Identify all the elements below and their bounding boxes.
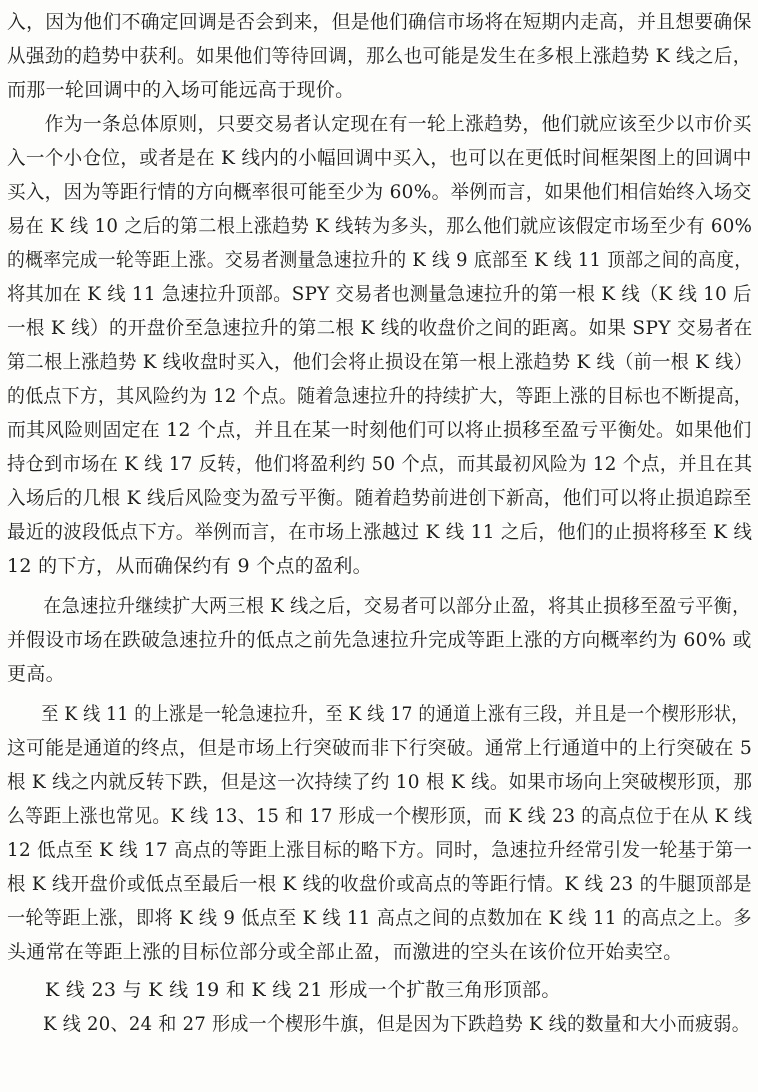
text-line: 头通常在等距上涨的目标位部分或全部止盈，而激进的空头在该价位开始卖空。 (7, 941, 683, 963)
text-line: 将其加在 K 线 11 急速拉升顶部。SPY 交易者也测量急速拉升的第一根 K 线（K 线 10 后 (7, 283, 752, 305)
body-text (7, 5, 752, 1041)
text-line: 从强劲的趋势中获利。如果他们等待回调，那么也可能是发生在多根上涨趋势 K 线之后， (7, 45, 752, 67)
text-line: 更高。 (7, 663, 65, 685)
paragraph (7, 697, 752, 969)
text-line: 这可能是通道的终点，但是市场上行突破而非下行突破。通常上行通道中的上行突破在 5 (7, 737, 753, 759)
text-line: 入场后的几根 K 线后风险变为盈亏平衡。随着趋势前进创下新高，他们可以将止损追踪至 (7, 487, 752, 509)
paragraph (7, 1007, 752, 1041)
text-line: 一根 K 线）的开盘价至急速拉升的第二根 K 线的收盘价之间的距离。如果 SPY 交易者在 (7, 317, 753, 339)
text-line: 第二根上涨趋势 K 线收盘时买入，他们会将止损设在第一根上涨趋势 K 线（前一根 K 线） (7, 351, 753, 373)
text-line: 买入，因为等距行情的方向概率很可能至少为 60%。举例而言，如果他们相信始终入场交 (7, 181, 752, 203)
paragraph (7, 5, 752, 107)
text-line: 根 K 线开盘价或低点至最后一根 K 线的收盘价或高点的等距行情。K 线 23 的牛腿顶部是 (7, 873, 752, 895)
text-line: 一轮等距上涨，即将 K 线 9 低点至 K 线 11 高点之间的点数加在 K 线 11 的高点之上。多 (7, 907, 752, 929)
text-line: 么等距上涨也常见。K 线 13、15 和 17 形成一个楔形顶，而 K 线 23 的高点位于在从 K 线 (7, 805, 753, 827)
text-line: 最近的波段低点下方。举例而言，在市场上涨越过 K 线 11 之后，他们的止损将移至 K 线 (7, 521, 753, 543)
text-line: K 线 23 与 K 线 19 和 K 线 21 形成一个扩散三角形顶部。 (45, 979, 561, 1001)
text-line: K 线 20、24 和 27 形成一个楔形牛旗，但是因为下跌趋势 K 线的数量和大小而疲弱。 (43, 1013, 750, 1035)
text-line: 持仓到市场在 K 线 17 反转，他们将盈利约 50 个点，而其最初风险为 12 个点，并且在其 (7, 453, 753, 475)
text-line: 而那一轮回调中的入场可能远高于现价。 (7, 79, 355, 101)
text-line: 根 K 线之内就反转下跌，但是这一次持续了约 10 根 K 线。如果市场向上突破楔形顶，那 (7, 771, 753, 793)
text-line: 而其风险则固定在 12 个点，并且在某一时刻他们可以将止损移至盈亏平衡处。如果他们 (7, 419, 752, 441)
paragraph (7, 589, 752, 691)
text-line: 至 K 线 11 的上涨是一轮急速拉升，至 K 线 17 的通道上涨有三段，并且是一个楔形形状， (41, 703, 749, 725)
paragraph (7, 107, 752, 583)
text-line: 入一个小仓位，或者是在 K 线内的小幅回调中买入，也可以在更低时间框架图上的回调中 (7, 147, 752, 169)
text-line: 在急速拉升继续扩大两三根 K 线之后，交易者可以部分止盈，将其止损移至盈亏平衡， (43, 595, 751, 617)
text-line: 的低点下方，其风险约为 12 个点。随着急速拉升的持续扩大，等距上涨的目标也不断提高， (7, 385, 753, 407)
text-line: 易在 K 线 10 之后的第二根上涨趋势 K 线转为多头，那么他们就应该假定市场至少有 60% (7, 215, 753, 237)
text-line: 12 低点至 K 线 17 高点的等距上涨目标的略下方。同时，急速拉升经常引发一轮基于第一 (7, 839, 753, 861)
text-line: 的概率完成一轮等距上涨。交易者测量急速拉升的 K 线 9 底部至 K 线 11 顶部之间的高度， (7, 249, 753, 271)
text-line: 12 的下方，从而确保约有 9 个点的盈利。 (7, 555, 372, 577)
text-line: 并假设市场在跌破急速拉升的低点之前先急速拉升完成等距上涨的方向概率约为 60% 或 (7, 629, 752, 651)
text-line: 作为一条总体原则，只要交易者认定现在有一轮上涨趋势，他们就应该至少以市价买 (44, 113, 752, 135)
text-line: 入，因为他们不确定回调是否会到来，但是他们确信市场将在短期内走高，并且想要确保 (7, 11, 752, 33)
paragraph (7, 973, 752, 1007)
